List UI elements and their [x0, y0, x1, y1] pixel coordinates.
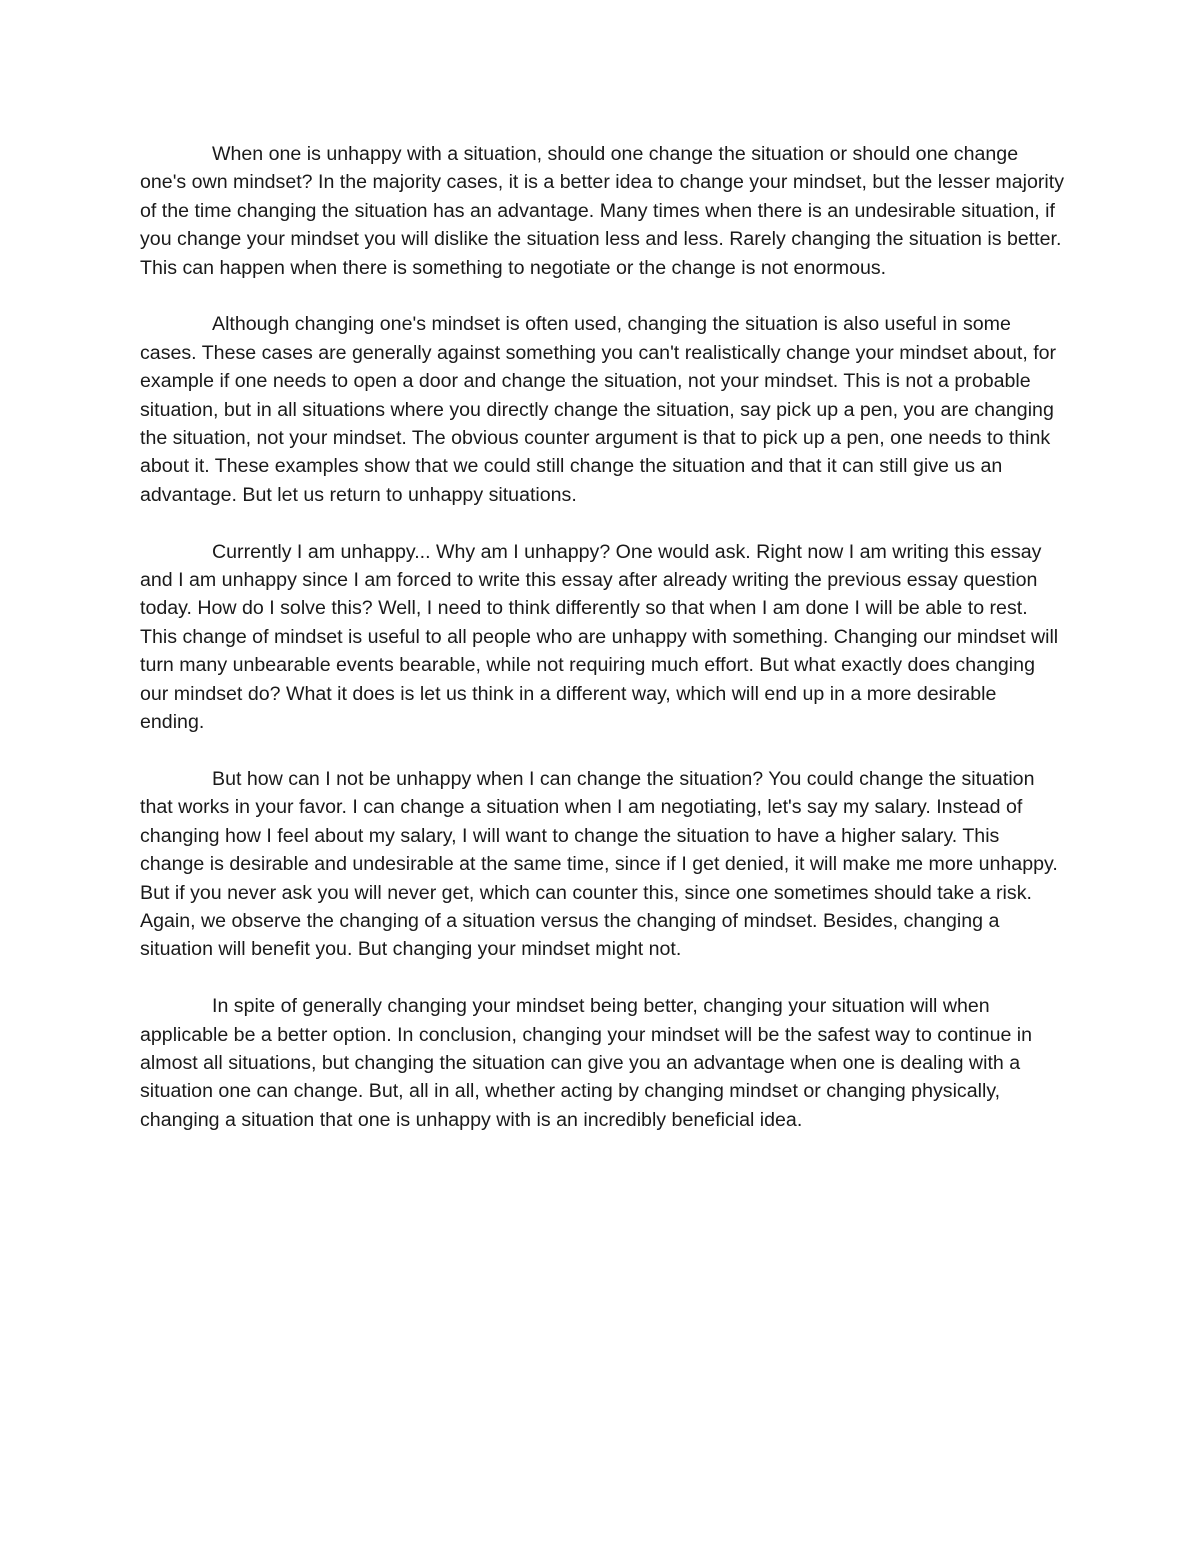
paragraph-1: When one is unhappy with a situation, should one change the situation or should one change one's own mindset? In the majority cases, it is a better idea to change your mindset, but the lesser majority of the time changing the situation has an advantage. Many times when there is an undesirable situation, if you change your mindset you will dislike the situation less and less. Rarely changing the situation is better. This can happen when there is something to negotiate or the change is not enormous. [140, 143, 1065, 279]
essay-body [140, 140, 1065, 1163]
paragraph-5: In spite of generally changing your mindset being better, changing your situation will when applicable be a better option. In conclusion, changing your mindset will be the safest way to continue in almost all situations, but changing the situation can give you an advantage when one is dealing with a situation one can change. But, all in all, whether acting by changing mindset or changing physically, changing a situation that one is unhappy with is an incredibly beneficial idea. [140, 995, 1033, 1131]
paragraph-2: Although changing one's mindset is often used, changing the situation is also useful in some cases. These cases are generally against something you can't realistically change your mindset about, for example if one needs to open a door and change the situation, not your mindset. This is not a probable situation, but in all situations where you directly change the situation, say pick up a pen, you are changing the situation, not your mindset. The obvious counter argument is that to pick up a pen, one needs to think about it. These examples show that we could still change the situation and that it can still give us an advantage. But let us return to unhappy situations. [140, 313, 1057, 506]
paragraph-3: Currently I am unhappy... Why am I unhappy? One would ask. Right now I am writing this essay and I am unhappy since I am forced to write this essay after already writing the previous essay question today. How do I solve this? Well, I need to think differently so that when I am done I will be able to rest. This change of mindset is useful to all people who are unhappy with something. Changing our mindset will turn many unbearable events bearable, while not requiring much effort. But what exactly does changing our mindset do? What it does is let us think in a different way, which will end up in a more desirable ending. [140, 540, 1059, 734]
paragraph-4: But how can I not be unhappy when I can change the situation? You could change the situation that works in your favor. I can change a situation when I am negotiating, let's say my salary. Instead of changing how I feel about my salary, I will want to change the situation to have a higher salary. This change is desirable and undesirable at the same time, since if I get denied, it will make me more unhappy. But if you never ask you will never get, which can counter this, since one sometimes should take a risk. Again, we observe the changing of a situation versus the changing of mindset. Besides, changing a situation will benefit you. But changing your mindset might not. [140, 767, 1058, 961]
